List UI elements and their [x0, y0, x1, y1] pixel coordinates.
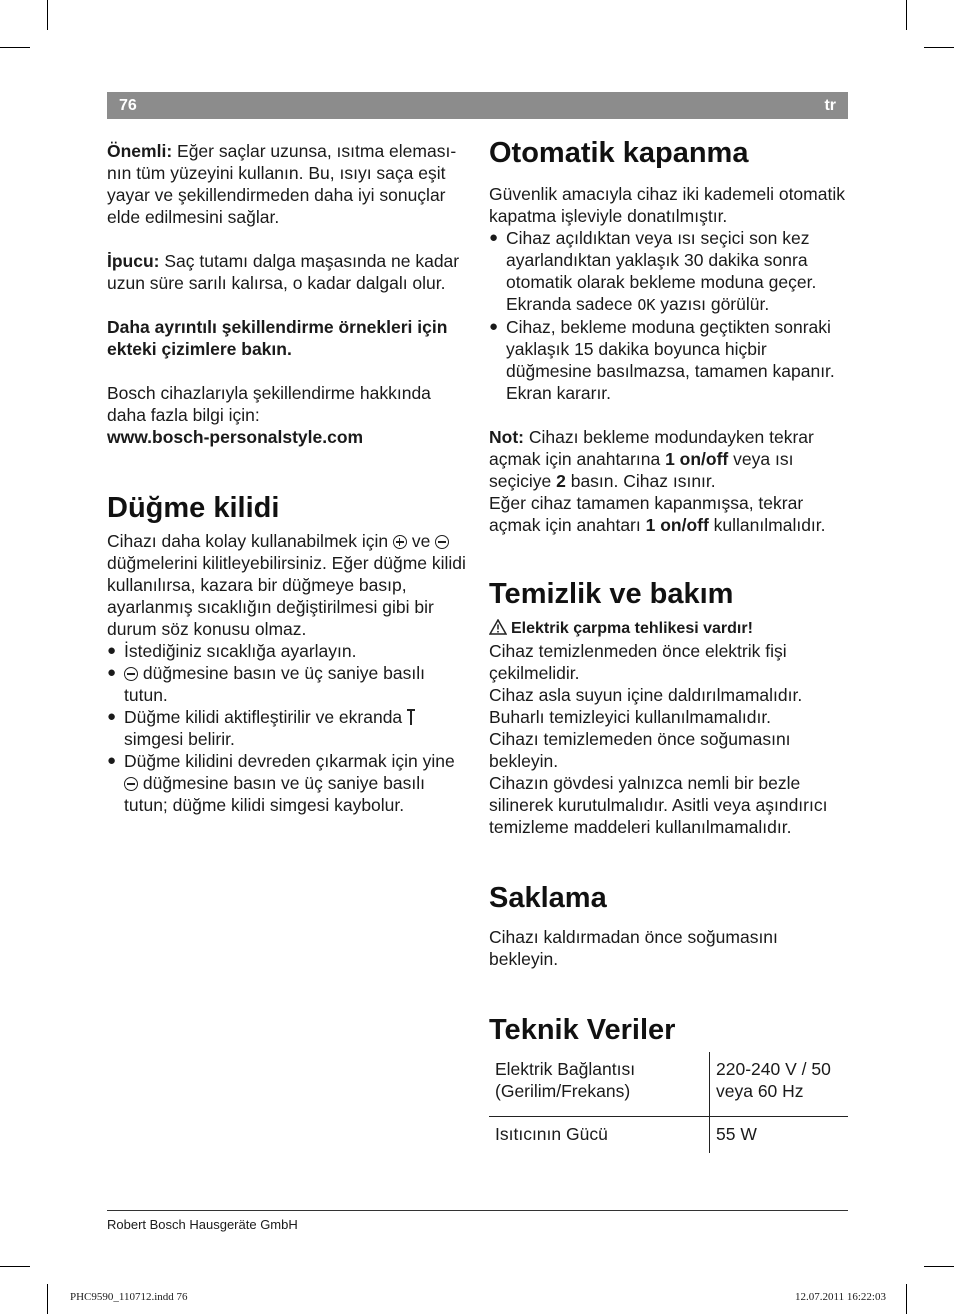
list-item-text: Cihaz açıldıktan veya ısı seçici son kez ayarlandıktan yaklaşık 30 dakika sonra otomatik olarak bekleme moduna geçer. Ekranda sadece — [506, 228, 817, 314]
spec-key: Elektrik Bağlantısı (Gerilim/Frekans) — [489, 1052, 710, 1117]
minus-button-icon — [124, 667, 138, 681]
list-item-text: İstediğiniz sıcaklığa ayarlayın. — [124, 641, 357, 661]
note-text: basın. Cihaz ısınır. — [565, 471, 716, 491]
section-title-technical-data: Teknik Veriler — [489, 1014, 676, 1046]
list-item — [107, 640, 469, 662]
section-title-cleaning: Temizlik ve bakım — [489, 578, 734, 610]
note-label: Not: — [489, 427, 524, 447]
important-text: Eğer saçlar uzunsa, ısıtma eleması-nın tüm yüzeyini kullanın. Bu, ısıyı saça eşit yayar ve şekillendirmeden daha iyi sonuçlar elde edilmesini sağlar. — [107, 141, 457, 227]
spec-value: 220-240 V / 50 veya 60 Hz — [716, 1059, 831, 1101]
tip-text: Saç tutamı dalga maşasında ne kadar uzun süre sarılı kalırsa, o kadar dalgalı olur. — [107, 251, 460, 293]
auto-shutoff-list — [489, 227, 851, 404]
note-text: Cihazı bekleme modundayken tekrar açmak için anahtarına — [489, 427, 814, 469]
important-label: Önemli: — [107, 141, 173, 161]
cleaning-warning — [489, 616, 851, 640]
section-title-storage: Saklama — [489, 882, 607, 914]
crop-mark — [906, 0, 907, 30]
list-item — [489, 316, 851, 404]
note-paragraph — [489, 426, 851, 492]
crop-mark — [906, 1284, 907, 1314]
left-column — [107, 140, 469, 816]
print-slug-date: 12.07.2011 16:22:03 — [795, 1291, 886, 1303]
spec-key: Isıtıcının Gücü — [489, 1117, 710, 1154]
print-slug-file: PHC9590_110712.indd 76 — [70, 1291, 188, 1303]
selector-label: 2 — [556, 471, 566, 491]
storage-text: Cihazı kaldırmadan önce soğumasını bekleyin. — [489, 927, 778, 969]
crop-mark — [924, 1266, 954, 1267]
switch-label: 1 on/off — [665, 449, 729, 469]
language-code: tr — [824, 97, 836, 114]
list-item — [107, 750, 469, 816]
note-paragraph — [489, 492, 851, 536]
plus-button-icon — [393, 535, 407, 549]
tip-note — [107, 250, 469, 294]
more-examples-text: Daha ayrıntılı şekillendirme örnekleri için ekteki çizimlere bakın. — [107, 317, 448, 359]
cleaning-step: Cihazı temizlemeden önce soğumasını bekleyin. — [489, 729, 791, 771]
crop-mark — [47, 1284, 48, 1314]
info-text: Bosch cihazlarıyla şekillendirme hakkında daha fazla bilgi için: — [107, 383, 431, 425]
lock-symbol-icon — [407, 709, 415, 725]
section-title-auto-shutoff: Otomatik kapanma — [489, 137, 749, 169]
spec-value: 55 W — [710, 1117, 849, 1154]
warning-triangle-icon — [489, 619, 507, 635]
button-lock-intro-part: düğmelerini kilitleyebilirsiniz. Eğer düğme kilidi kullanılırsa, kazara bir düğmeye basıp, ayarlanmış sıcaklığın değiştirilmesi gibi bir durum söz konusu olmaz. — [107, 553, 466, 639]
list-item-text: düğmesine basın ve üç saniye basılı tutun; düğme kilidi simgesi kaybolur. — [124, 773, 425, 815]
list-item-text: Düğme kilidini devreden çıkarmak için yine — [124, 751, 455, 771]
footer-company: Robert Bosch Hausgeräte GmbH — [107, 1217, 298, 1232]
page-header-bar — [107, 92, 848, 119]
crop-mark — [47, 0, 48, 30]
auto-shutoff-intro: Güvenlik amacıyla cihaz iki kademeli otomatik kapatma işleviyle donatılmıştır. — [489, 184, 845, 226]
list-item — [107, 706, 469, 750]
list-item-text: Cihaz, bekleme moduna geçtikten sonraki yaklaşık 15 dakika boyunca hiçbir düğmesine basılmazsa, tamamen kapanır. Ekran kararır. — [506, 317, 835, 403]
display-ok-text: OK — [637, 296, 656, 314]
button-lock-intro — [107, 530, 469, 640]
website-link[interactable]: www.bosch-personalstyle.com — [107, 427, 364, 447]
list-item-text: simgesi belirir. — [124, 729, 235, 749]
crop-mark — [0, 47, 30, 48]
list-item — [107, 662, 469, 706]
button-lock-intro-part: Cihazı daha kolay kullanabilmek için — [107, 531, 393, 551]
table-row — [489, 1117, 848, 1154]
warning-text: Elektrik çarpma tehlikesi vardır! — [511, 620, 753, 637]
note-text: veya ısı seçiciye — [489, 449, 794, 491]
cleaning-step: Cihaz asla suyun içine daldırılmamalıdır. — [489, 685, 803, 705]
list-item-text: düğmesine basın ve üç saniye basılı tutun. — [124, 663, 425, 705]
note-text: kullanılmalıdır. — [708, 515, 826, 535]
crop-mark — [924, 47, 954, 48]
button-lock-steps — [107, 640, 469, 816]
tip-label: İpucu: — [107, 251, 160, 271]
button-lock-intro-part: ve — [406, 531, 436, 551]
note-text: Eğer cihaz tamamen kapanmışsa, tekrar açmak için anahtarı — [489, 493, 804, 535]
more-examples-note — [107, 316, 469, 360]
cleaning-step: Cihazın gövdesi yalnızca nemli bir bezle silinerek kurutulmalıdır. Asitli veya aşındırıcı temizleme maddeleri kullanılmamalıdır. — [489, 773, 828, 837]
cleaning-step: Cihaz temizlenmeden önce elektrik fişi çekilmelidir. — [489, 641, 787, 683]
switch-label: 1 on/off — [645, 515, 709, 535]
technical-data-table — [489, 1052, 848, 1153]
minus-button-icon — [435, 535, 449, 549]
list-item — [489, 227, 851, 316]
minus-button-icon — [124, 777, 138, 791]
cleaning-step: Buharlı temizleyici kullanılmamalıdır. — [489, 707, 772, 727]
important-note — [107, 140, 469, 228]
section-title-button-lock: Düğme kilidi — [107, 492, 280, 524]
crop-mark — [0, 1266, 30, 1267]
footer-divider — [107, 1210, 848, 1211]
list-item-text: yazısı görülür. — [655, 294, 770, 314]
list-item-text: Düğme kilidi aktifleştirilir ve ekranda — [124, 707, 408, 727]
table-row — [489, 1052, 848, 1117]
page-number: 76 — [119, 97, 137, 114]
right-column — [489, 135, 851, 1153]
